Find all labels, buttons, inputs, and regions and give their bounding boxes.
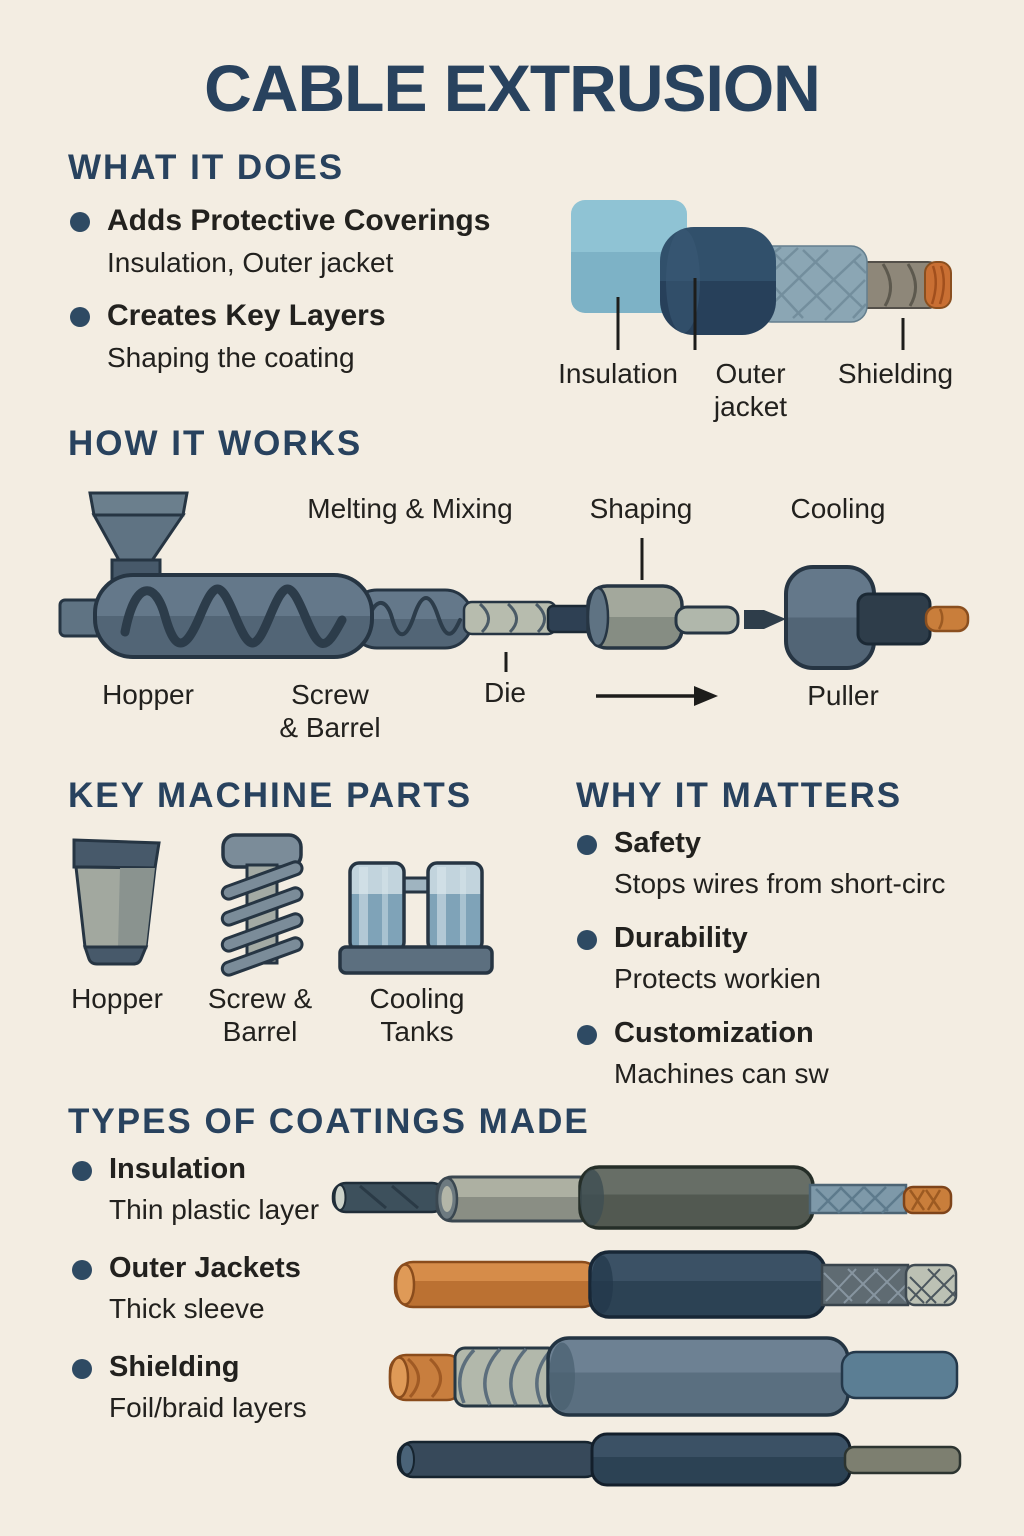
cable-label-outer-jacket: Outer jacket bbox=[713, 358, 788, 422]
cable-samples-illustration bbox=[330, 1155, 1024, 1500]
cable-sample-thin-jacket bbox=[398, 1434, 960, 1485]
bullet-subtitle: Shaping the coating bbox=[107, 342, 355, 373]
heading-how-it-works: HOW IT WORKS bbox=[68, 424, 363, 463]
bullet-subtitle: Protects workien bbox=[614, 963, 821, 994]
bullet-dot bbox=[72, 1359, 92, 1379]
bullet-subtitle: Machines can sw bbox=[614, 1058, 829, 1089]
bullet-title: Durability bbox=[614, 922, 748, 954]
bullet-title: Outer Jackets bbox=[109, 1252, 301, 1284]
list-item bbox=[70, 298, 550, 375]
list-item bbox=[577, 1016, 1024, 1091]
part-label-die: Die bbox=[483, 677, 526, 708]
cable-sample-outer-jacket bbox=[395, 1252, 956, 1317]
stage-label-melting: Melting & Mixing bbox=[307, 493, 513, 524]
barrel-shape bbox=[95, 575, 372, 657]
machine-parts-icons bbox=[60, 832, 500, 984]
cable-layers-illustration bbox=[553, 190, 1015, 356]
die-shape bbox=[588, 586, 738, 648]
list-item bbox=[577, 826, 1024, 901]
bullet-subtitle: Insulation, Outer jacket bbox=[107, 247, 394, 278]
what-it-does-list bbox=[70, 203, 550, 393]
heading-why-it-matters: WHY IT MATTERS bbox=[576, 776, 903, 815]
bullet-title: Adds Protective Coverings bbox=[107, 204, 491, 237]
bullet-subtitle: Stops wires from short-circ bbox=[614, 868, 946, 899]
coated-wire-tip bbox=[744, 610, 786, 629]
cooling-tanks-icon bbox=[340, 863, 492, 973]
part-icon-label-hopper: Hopper bbox=[71, 983, 163, 1014]
extrudate-rod bbox=[464, 602, 556, 634]
bullet-subtitle: Thin plastic layer bbox=[109, 1194, 320, 1225]
bullet-title: Creates Key Layers bbox=[107, 299, 386, 332]
stage-label-shaping: Shaping bbox=[589, 493, 693, 524]
list-item bbox=[577, 921, 1024, 996]
hopper-shape bbox=[90, 493, 187, 582]
page-title: CABLE EXTRUSION bbox=[204, 51, 820, 125]
bullet-dot bbox=[577, 930, 597, 950]
cable-sample-insulation bbox=[333, 1167, 951, 1228]
bullet-title: Shielding bbox=[109, 1351, 240, 1383]
bullet-dot bbox=[577, 1025, 597, 1045]
outer-jacket-layer bbox=[660, 227, 776, 335]
bullet-dot bbox=[72, 1161, 92, 1181]
heading-key-machine-parts: KEY MACHINE PARTS bbox=[68, 776, 473, 815]
cable-label-insulation: Insulation bbox=[558, 358, 678, 389]
bullet-dot bbox=[72, 1260, 92, 1280]
screw-barrel-icon bbox=[220, 835, 303, 977]
flow-arrow-icon bbox=[596, 686, 718, 706]
bullet-title: Safety bbox=[614, 827, 702, 859]
bullet-title: Customization bbox=[614, 1017, 814, 1049]
part-label-hopper: Hopper bbox=[102, 679, 194, 710]
bullet-dot bbox=[577, 835, 597, 855]
cable-sample-shielding bbox=[390, 1338, 957, 1415]
bullet-subtitle: Thick sleeve bbox=[109, 1293, 265, 1324]
list-item bbox=[70, 203, 550, 280]
part-label-screw-barrel: Screw & Barrel bbox=[279, 679, 381, 743]
bullet-dot bbox=[70, 307, 90, 327]
bullet-subtitle: Foil/braid layers bbox=[109, 1392, 307, 1423]
stage-label-cooling: Cooling bbox=[790, 493, 886, 524]
bullet-title: Insulation bbox=[109, 1153, 246, 1185]
puller-shape bbox=[786, 567, 968, 668]
part-label-puller: Puller bbox=[807, 680, 879, 711]
part-icon-label-screw-barrel: Screw & Barrel bbox=[207, 983, 313, 1047]
bullet-dot bbox=[70, 212, 90, 232]
heading-types-of-coatings: TYPES OF COATINGS MADE bbox=[68, 1102, 590, 1141]
part-icon-label-cooling-tanks: Cooling Tanks bbox=[369, 983, 465, 1047]
cable-label-shielding: Shielding bbox=[837, 358, 954, 389]
why-it-matters-list bbox=[577, 826, 1024, 1111]
heading-what-it-does: WHAT IT DOES bbox=[68, 148, 345, 187]
hopper-icon bbox=[74, 840, 159, 964]
